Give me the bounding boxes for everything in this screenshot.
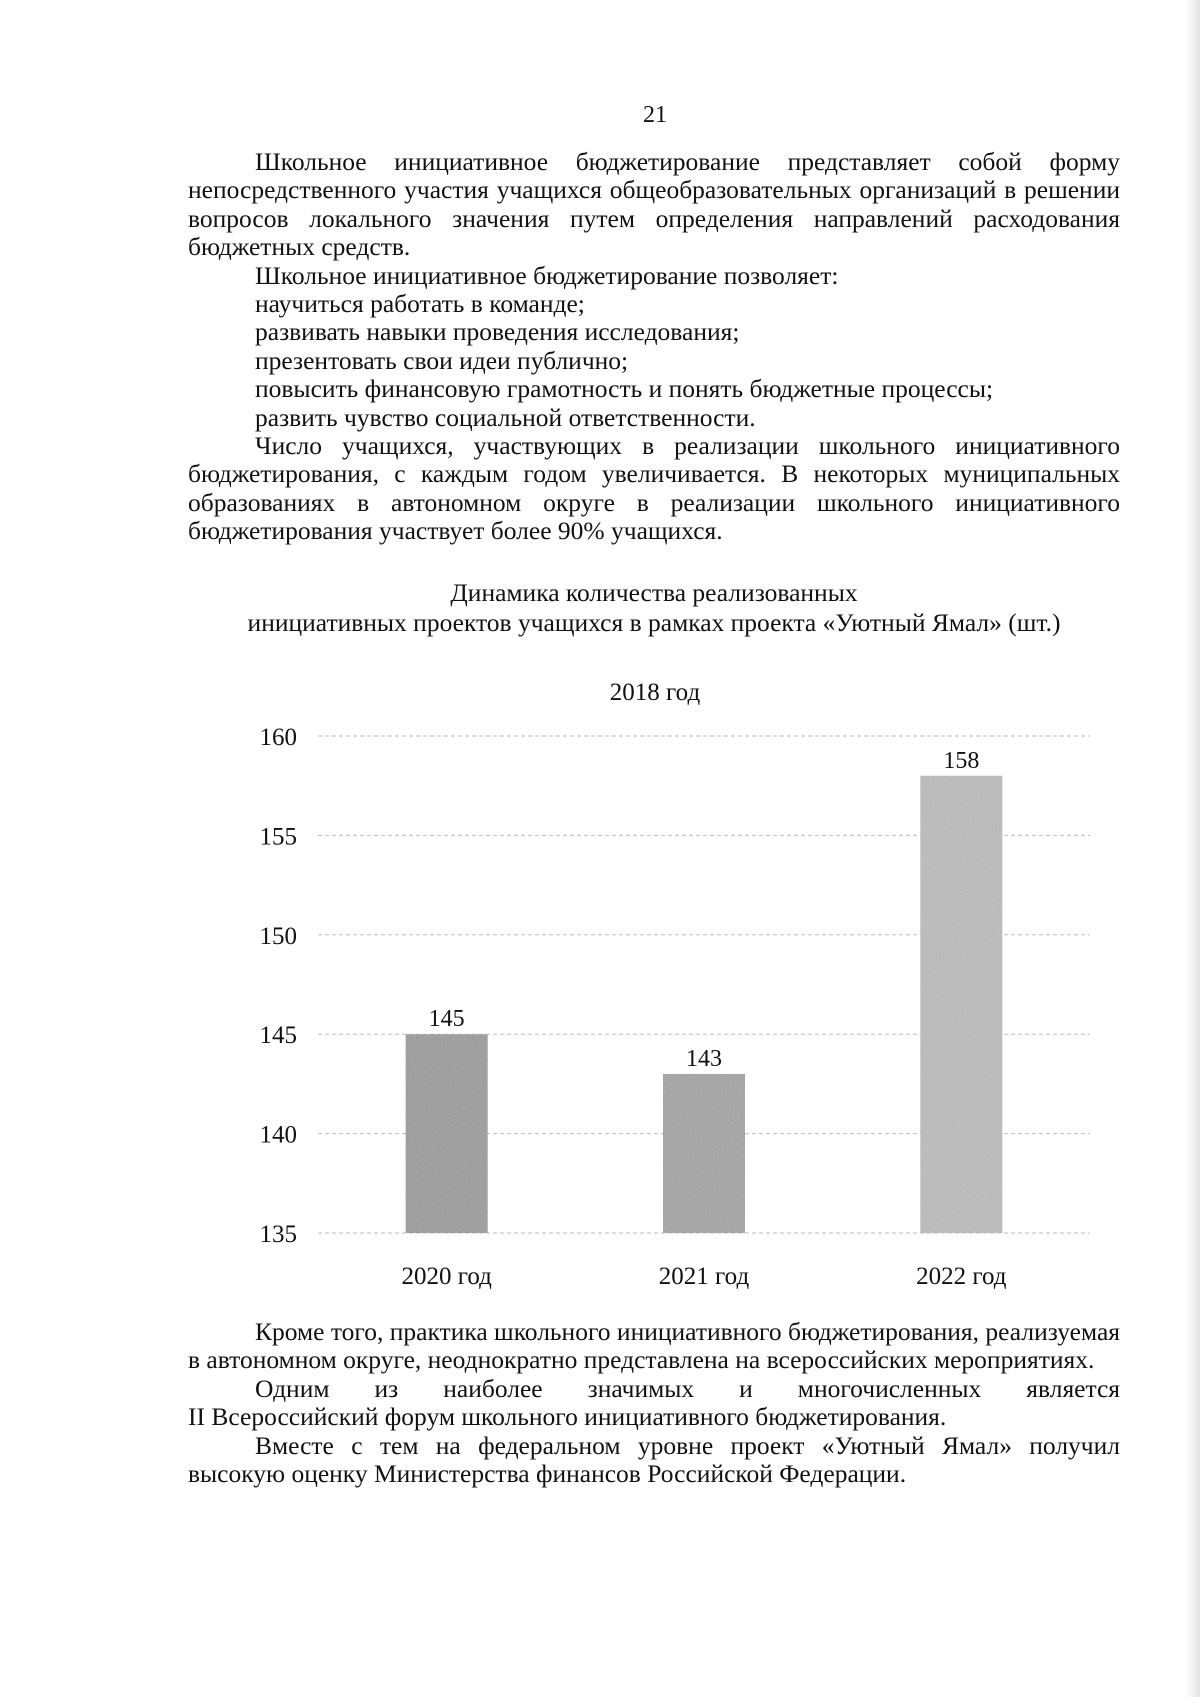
outro-paragraph-2-continued: II Всероссийский форум школьного инициативного бюджетирования. — [188, 1402, 947, 1432]
x-tick-label: 2020 год — [401, 1263, 492, 1290]
data-label: 158 — [943, 747, 980, 774]
outro-section — [188, 1318, 1120, 1488]
bar-2022-год — [920, 776, 1002, 1233]
intro-paragraph-2: Школьное инициативное бюджетирование позволяет: — [255, 260, 839, 290]
y-tick-label: 145 — [259, 1022, 297, 1050]
chart-title: 2018 год — [609, 679, 701, 706]
bar-2020-год — [406, 1034, 488, 1233]
outro-paragraph-3: Вместе с тем на федеральном уровне проект «Уютный Ямал» получил высокую оценку Министерства финансов Российской Федерации. — [188, 1430, 1120, 1489]
list-item: повысить финансовую грамотность и понять бюджетные процессы; — [255, 374, 994, 404]
intro-paragraph-1: Школьное инициативное бюджетирование представляет собой форму непосредственного участия учащихся общеобразовательных организаций в решении вопросов локального значения путем определения направлений расходования бюджетных средств. — [188, 147, 1120, 262]
list-item: научиться работать в команде; — [255, 289, 585, 319]
list-item: презентовать свои идеи публично; — [255, 345, 629, 375]
x-tick-label: 2022 год — [916, 1263, 1007, 1290]
outro-paragraph-2: Одним из наиболее значимых и многочисленных является — [255, 1373, 1120, 1403]
outro-paragraph-1: Кроме того, практика школьного инициативного бюджетирования, реализуемая в автономном округе, неоднократно представлена на всероссийских мероприятиях. — [188, 1317, 1120, 1375]
x-tick-label: 2021 год — [658, 1263, 750, 1290]
intro-paragraph-3: Число учащихся, участвующих в реализации школьного инициативного бюджетирования, с каждым годом увеличивается. В некоторых муниципальных образованиях в автономном округе в реализации школьного инициативного бюджетирования участвует более 90% учащихся. — [188, 431, 1120, 546]
data-label: 143 — [686, 1045, 722, 1072]
chart-heading-line-2: инициативных проектов учащихся в рамках проекта «Уютный Ямал» (шт.) — [247, 608, 1061, 637]
y-tick-label: 155 — [259, 823, 297, 851]
page-number: 21 — [643, 102, 667, 128]
bar-2021-год — [663, 1074, 745, 1233]
y-tick-label: 150 — [259, 922, 297, 950]
y-tick-label: 160 — [259, 724, 297, 751]
y-tick-label: 135 — [259, 1221, 297, 1248]
chart-heading-line-1: Динамика количества реализованных — [450, 578, 858, 607]
list-item: развивать навыки проведения исследования; — [255, 317, 740, 347]
y-tick-label: 140 — [259, 1121, 297, 1149]
list-item: развить чувство социальной ответственности. — [255, 402, 756, 432]
data-label: 145 — [428, 1006, 465, 1033]
